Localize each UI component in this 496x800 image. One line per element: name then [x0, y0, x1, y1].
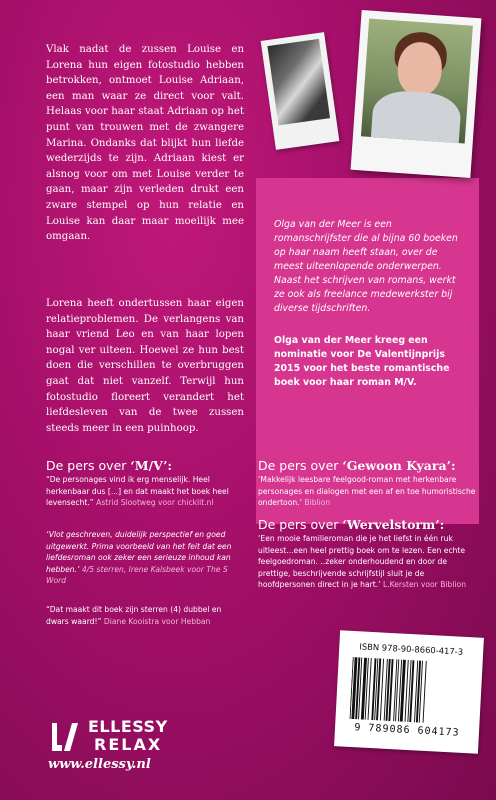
review-heading-wervelstorm: De pers over ‘Wervelstorm’:: [258, 517, 445, 532]
barcode-bars: [350, 657, 471, 725]
author-award: Olga van der Meer kreeg een nominatie voor De Valentijnprijs 2015 voor het beste romantische boek voor haar roman M/V.: [274, 335, 450, 388]
isbn-number: ISBN 978-90-8660-417-3: [359, 641, 464, 657]
review-mv-2: ‘Vlot geschreven, duidelijk perspectief en goed uitgewerkt. Prima voorbeeld van het feit dat een liefdesroman ook zeker een serieuze inhoud kan hebben.’ 4/5 sterren, Irene Kalsbeek voor The S Word: [46, 530, 232, 586]
publisher-sub: RELAX: [94, 735, 163, 754]
review-kyara: ‘Makkelijk leesbare feelgood-roman met herkenbare personages en dialogen met een af en toe humoristische ondertoon.’ Biblion: [258, 475, 476, 508]
author-photo: [361, 19, 473, 144]
review-heading-mv: De pers over ‘M/V’:: [46, 458, 173, 473]
review-heading-kyara: De pers over ‘Gewoon Kyara’:: [258, 458, 456, 473]
author-bio: Olga van der Meer is een romanschrijfster die al bijna 60 boeken op haar naam heeft staan, over de meest uiteenlopende onderwerpen. Naast het schrijven van romans, werkt ze ook als freelance medewerkster bij diverse tijdschriften.: [274, 219, 458, 314]
blurb-paragraph-2: Lorena heeft ondertussen haar eigen relatieproblemen. De verlangens van haar vriend Leo en van haar lopen nogal ver uiteen. Hoewel ze hun best doen die verschillen te overbruggen gaat dat niet vanzelf. Terwijl hun fotostudio floreert verandert het liefdesleven van de twee zussen steeds meer in een puinhoop.: [46, 298, 244, 434]
barcode-digits: 9 789086 604173: [354, 722, 460, 739]
author-polaroid: [351, 10, 482, 178]
review-mv-1: “De personages vind ik erg menselijk. Heel herkenbaar dus [...] en dat maakt het boek heel levensecht.” Astrid Slootweg voor chicklit.nl: [46, 475, 229, 508]
review-mv-3: “Dat maakt dit boek zijn sterren (4) dubbel en dwars waard!” Diane Kooistra voor Hebban: [46, 605, 222, 626]
polaroid-back-photo: [261, 32, 340, 150]
barcode-label: [334, 630, 484, 753]
blurb-paragraph-1: Vlak nadat de zussen Louise en Lorena hun eigen fotostudio hebben betrokken, ontmoet Louise Adriaan, een man waar ze direct voor valt. Helaas voor haar staat Adriaan op het punt van trouwen met de zwangere Marina. Ondanks dat blijkt hun liefde wederzijds te zijn. Adriaan kiest er alsnog voor om met Louise verder te gaan, maar zijn verleden drukt een zware stempel op hun relatie en Louise kan daar maar moeilijk mee omgaan.: [46, 44, 244, 243]
review-wervelstorm: ‘Een mooie familieroman die je het liefst in één ruk uitleest...een heel prettig boek om te lezen. Een echte feelgoedroman. ..zeker onderhoudend en door de prettige, beschrijvende schrijfstijl sluit je de hoofdpersonen direct in je hart.’ L.Kersten voor Biblion: [258, 534, 467, 590]
publisher-website[interactable]: www.ellessy.nl: [48, 757, 151, 772]
publisher-name: ELLESSY: [88, 717, 168, 736]
ellessy-logo-icon: [48, 719, 84, 755]
